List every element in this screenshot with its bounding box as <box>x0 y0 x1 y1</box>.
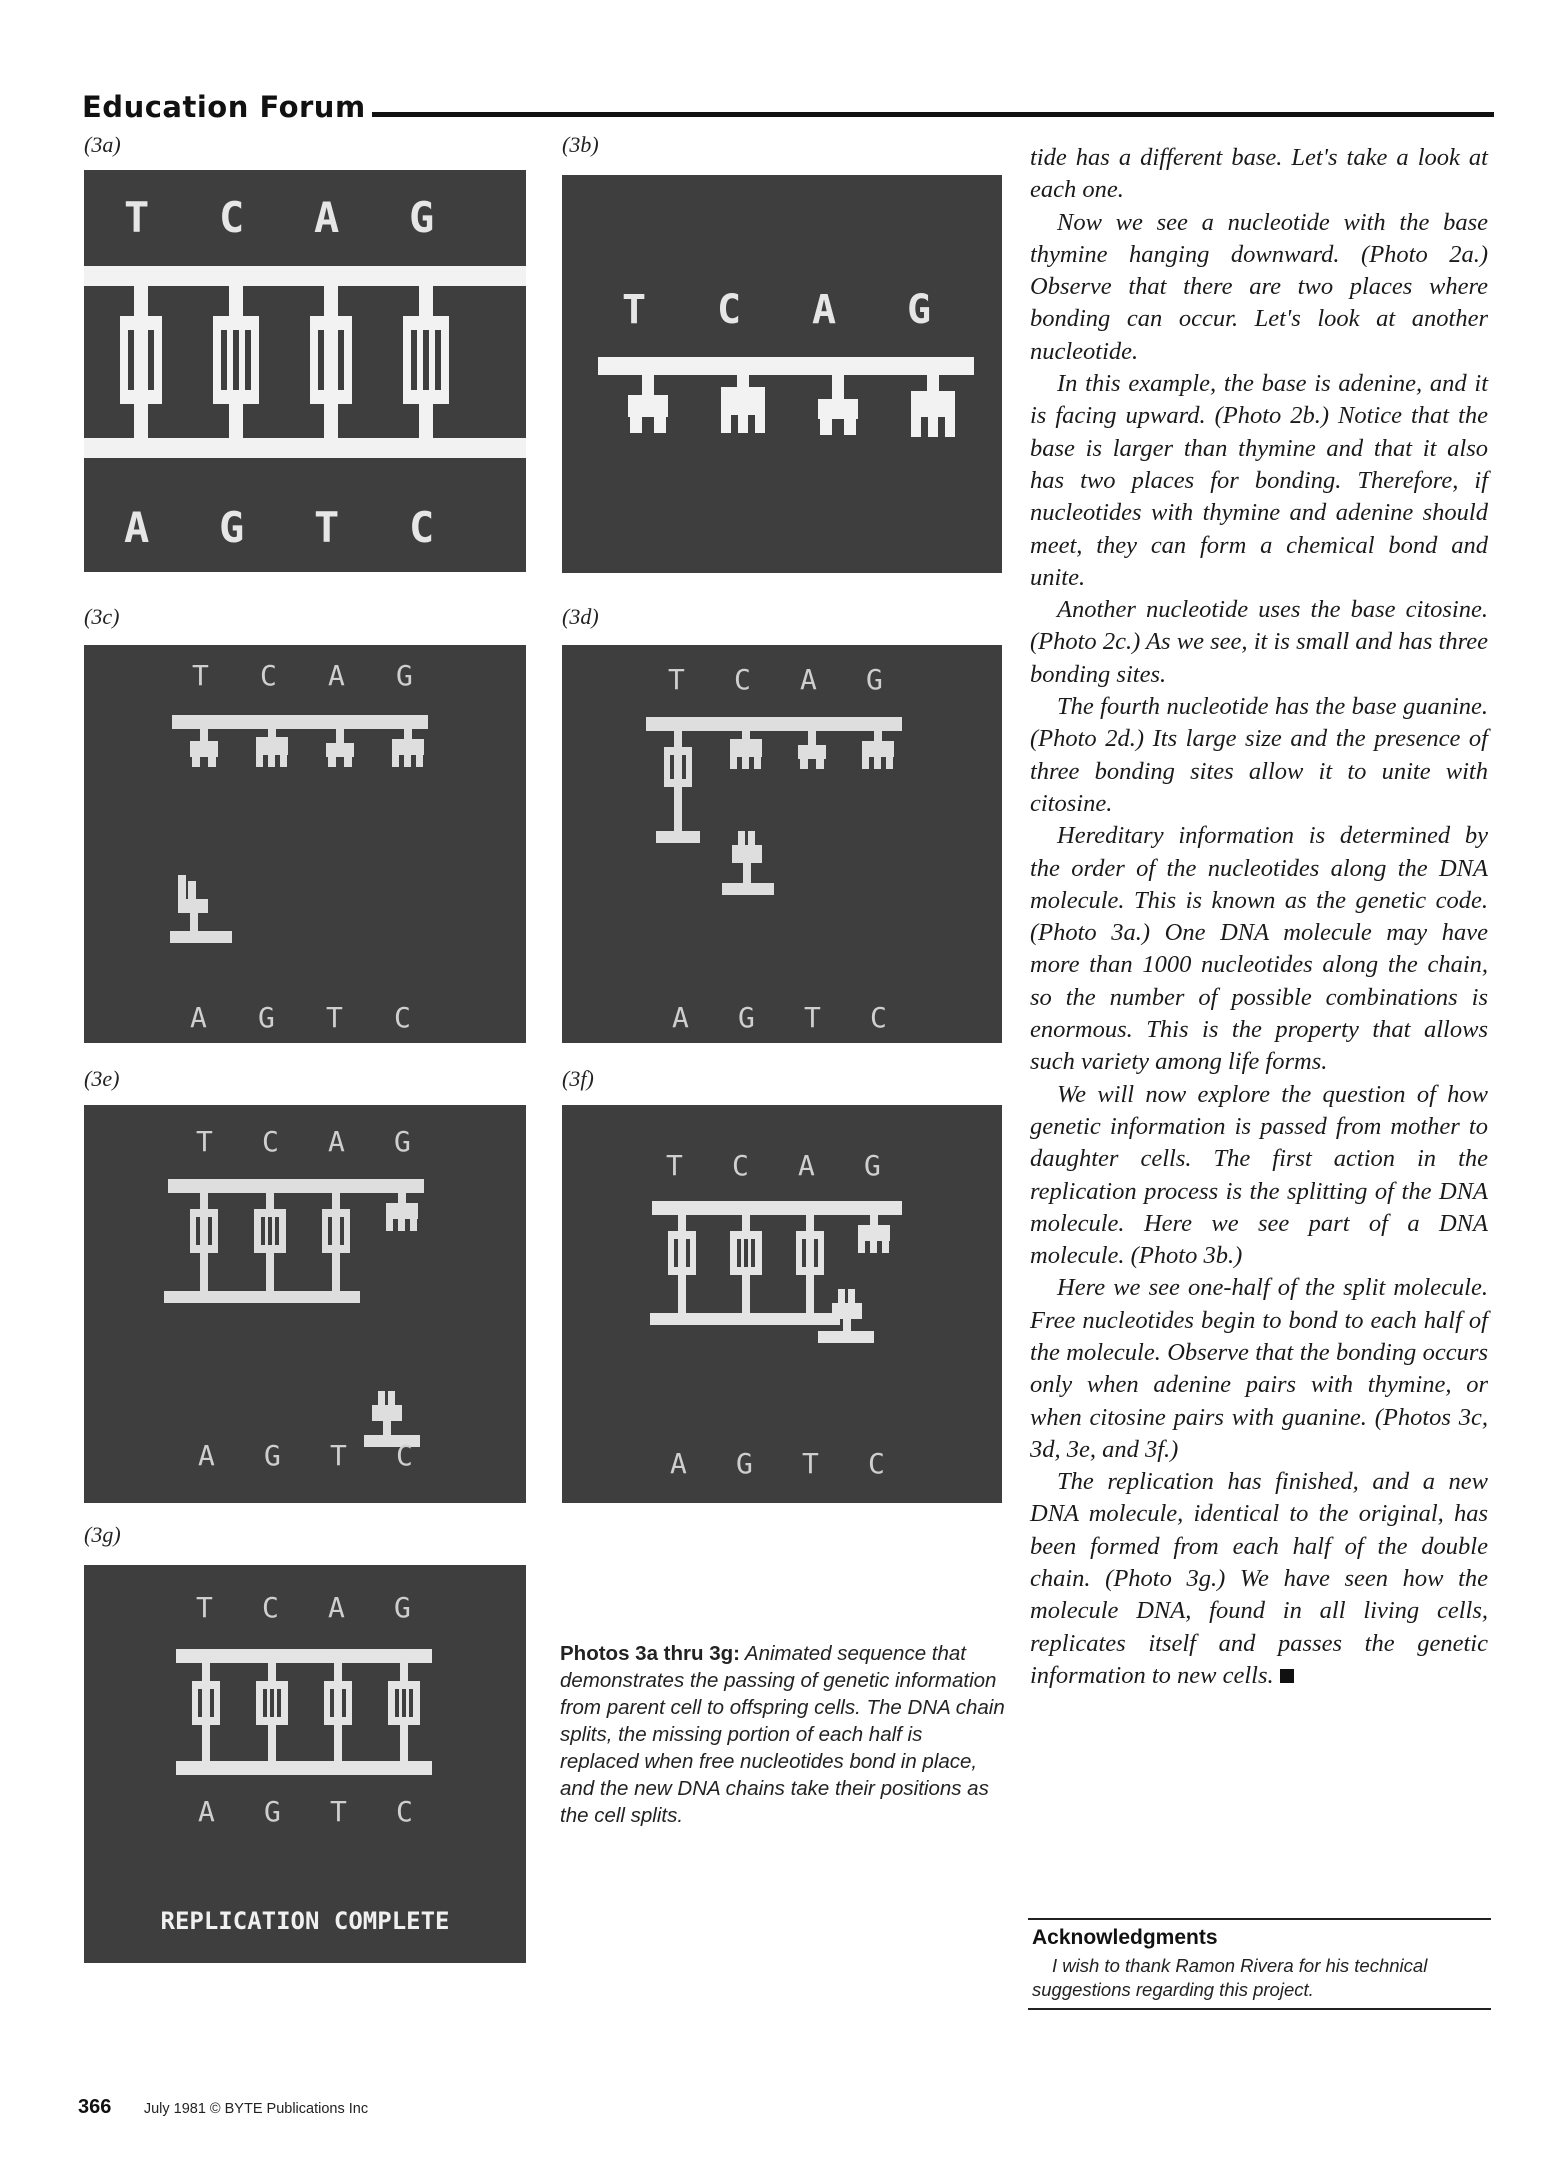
caption-3e: (3e) <box>84 1066 120 1091</box>
section-header <box>82 90 1494 130</box>
top-base-label: T <box>622 287 647 333</box>
top-base-label: C <box>734 663 751 696</box>
top-base-label: T <box>196 1125 213 1158</box>
top-base-label: C <box>219 193 245 242</box>
body-paragraph: In this example, the base is adenine, and it is facing upward. (Photo 2b.) Notice that the base is larger than thymine and that it also has two places for bonding. Therefore, if nucleotides with thymine and adenine should meet, they can form a chemical bond and unite. <box>1030 370 1488 591</box>
top-base-label: G <box>866 663 883 696</box>
acknowledgments-title: Acknowledgments <box>1032 1926 1218 1949</box>
bottom-base-label: T <box>326 1001 343 1034</box>
bottom-base-label: A <box>124 503 150 552</box>
caption-3g: (3g) <box>84 1522 121 1547</box>
bottom-base-label: T <box>802 1447 819 1480</box>
body-paragraph: Here we see one-half of the split molecule. Free nucleotides begin to bond to each half of the molecule. Observe that the bonding occurs only when adenine pairs with thymine, or when citosine pairs with guanine. (Photos 3c, 3d, 3e, and 3f.) <box>1030 1274 1488 1463</box>
new-double-strand <box>176 1649 432 1775</box>
body-paragraph: Now we see a nucleotide with the base thymine hanging downward. (Photo 2a.) Observe that there are two places where bonding can occur. Let's look at another nucleotide. <box>1030 208 1488 365</box>
acknowledgments-top-rule <box>1028 1918 1491 1920</box>
half-strand <box>646 717 902 895</box>
top-base-label: A <box>328 659 345 692</box>
top-base-label: C <box>262 1125 279 1158</box>
dna-double-strand <box>84 266 526 458</box>
replication-banner: REPLICATION COMPLETE <box>160 1907 450 1935</box>
publication-credit: July 1981 © BYTE Publications Inc <box>143 2101 369 2117</box>
end-of-article-mark <box>1280 1669 1294 1683</box>
caption-3f: (3f) <box>562 1066 594 1091</box>
top-base-label: T <box>124 193 150 242</box>
photo-3g <box>84 1565 526 1963</box>
half-strand <box>170 715 428 943</box>
bottom-base-label: C <box>409 503 435 552</box>
bottom-base-label: A <box>190 1001 207 1034</box>
top-base-label: A <box>314 193 340 242</box>
bottom-base-label: T <box>330 1439 347 1472</box>
bottom-base-label: A <box>198 1439 215 1472</box>
body-paragraph: We will now explore the question of how genetic information is passed from mother to daughter cells. The first action in the replication process is the splitting of the DNA molecule. Here we see part of a DNA molecule. (Photo 3b.) <box>1030 1080 1488 1270</box>
top-base-label: G <box>394 1591 411 1624</box>
photo-3f <box>562 1105 1002 1503</box>
bottom-base-label: G <box>219 503 245 552</box>
partial-double-strand <box>164 1179 424 1447</box>
bottom-base-label: T <box>330 1795 347 1828</box>
top-base-label: A <box>812 287 837 333</box>
top-base-label: T <box>666 1149 683 1182</box>
top-base-label: A <box>328 1125 345 1158</box>
photo-3e <box>84 1105 526 1503</box>
photo-3c <box>84 645 526 1043</box>
top-base-label: G <box>394 1125 411 1158</box>
page-number: 366 <box>78 2096 112 2118</box>
bottom-base-label: C <box>396 1795 413 1828</box>
body-text <box>1030 142 1488 1692</box>
acknowledgments-bottom-rule <box>1028 2008 1491 2010</box>
photo-caption <box>560 1640 1005 1829</box>
top-base-label: C <box>732 1149 749 1182</box>
bottom-base-label: G <box>264 1439 281 1472</box>
photo-3b <box>562 175 1002 573</box>
free-nucleotide <box>722 831 774 895</box>
body-paragraph: Hereditary information is determined by the order of the nucleotides along the DNA molecule. This is known as the genetic code. (Photo 3a.) One DNA molecule may have more than 1000 nucleotides along the chain, so the number of possible combinations is enormous. This is the property that allows such variety among life forms. <box>1030 822 1488 1076</box>
photo-3d <box>562 645 1002 1043</box>
caption-3a: (3a) <box>84 132 121 157</box>
top-base-label: C <box>717 287 742 333</box>
photo-caption-text: Animated sequence that demonstrates the passing of genetic information from parent cell to offspring cells. The DNA chain splits, the missing portion of each half is replaced when free nucleotides bond in place, and the new DNA chains take their positions as the cell splits. <box>560 1642 1005 1827</box>
top-base-label: C <box>262 1591 279 1624</box>
single-strand <box>598 357 974 437</box>
bottom-base-label: C <box>394 1001 411 1034</box>
body-paragraph: The fourth nucleotide has the base guanine. (Photo 2d.) Its large size and the presence of three bonding sites allow it to unite with citosine. <box>1030 693 1488 817</box>
top-base-label: A <box>328 1591 345 1624</box>
partial-double-strand <box>650 1201 902 1343</box>
bottom-base-label: T <box>804 1001 821 1034</box>
top-base-label: G <box>396 659 413 692</box>
top-base-label: G <box>864 1149 881 1182</box>
acknowledgments-text: I wish to thank Ramon Rivera for his technical suggestions regarding this project. <box>1032 1955 1428 2000</box>
free-nucleotide <box>170 875 232 943</box>
caption-3d: (3d) <box>562 604 599 629</box>
caption-3c: (3c) <box>84 604 120 629</box>
bottom-base-label: A <box>198 1795 215 1828</box>
bottom-base-label: C <box>396 1439 413 1472</box>
caption-3b: (3b) <box>562 132 599 157</box>
top-base-label: G <box>409 193 435 242</box>
body-paragraph: Another nucleotide uses the base citosine. (Photo 2c.) As we see, it is small and has three bonding sites. <box>1030 596 1488 688</box>
body-paragraph: The replication has finished, and a new DNA molecule, identical to the original, has been formed from each half of the double chain. (Photo 3g.) We have seen how the molecule DNA, found in all living cells, replicates itself and passes the genetic information to new cells. <box>1030 1468 1488 1689</box>
bottom-base-label: A <box>670 1447 687 1480</box>
bottom-base-label: G <box>264 1795 281 1828</box>
bottom-base-label: A <box>672 1001 689 1034</box>
top-base-label: A <box>798 1149 815 1182</box>
top-base-label: T <box>192 659 209 692</box>
bottom-base-label: C <box>870 1001 887 1034</box>
page-footer <box>78 2096 368 2119</box>
top-base-label: A <box>800 663 817 696</box>
bottom-base-label: T <box>314 503 340 552</box>
top-base-label: C <box>260 659 277 692</box>
bottom-base-label: G <box>736 1447 753 1480</box>
top-base-label: T <box>196 1591 213 1624</box>
photo-caption-lead: Photos 3a thru 3g: <box>560 1642 740 1665</box>
bottom-base-label: C <box>868 1447 885 1480</box>
photo-3a <box>84 170 526 572</box>
top-base-label: T <box>668 663 685 696</box>
body-paragraph: tide has a different base. Let's take a look at each one. <box>1030 144 1488 204</box>
bottom-base-label: G <box>738 1001 755 1034</box>
top-base-label: G <box>907 287 932 333</box>
section-title: Education Forum <box>82 90 372 124</box>
bottom-base-label: G <box>258 1001 275 1034</box>
